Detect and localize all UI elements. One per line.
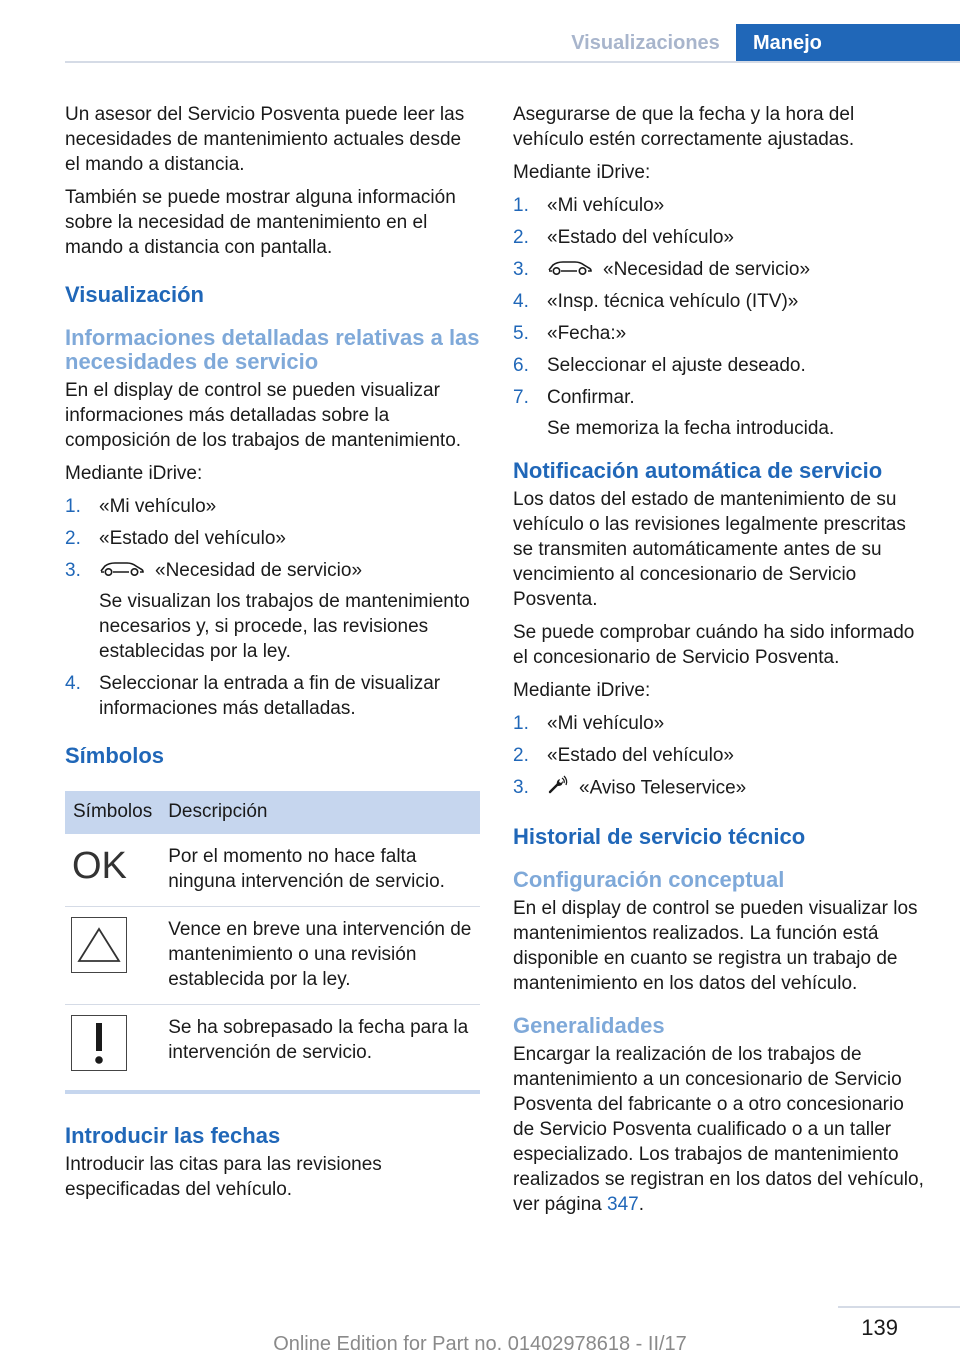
asegurarse-paragraph: Asegurarse de que la fecha y la hora del vehículo estén correctamente ajustadas.: [513, 104, 855, 150]
header-rule: [65, 61, 960, 63]
list-item: [65, 526, 480, 551]
heading-visualizacion: Visualización: [65, 282, 204, 307]
warning-triangle-icon: [65, 907, 160, 1005]
edition-footer: Online Edition for Part no. 01402978618 - II/17: [273, 1333, 687, 1355]
step-number: 2.: [65, 528, 81, 549]
table-cell: Vence en breve una intervención de mantenimiento o una revisión establecida por la ley.: [160, 907, 480, 1005]
column-header-symbols: Símbolos: [65, 791, 160, 834]
step-number: 2.: [513, 227, 529, 248]
step-number: 2.: [513, 745, 529, 767]
step-text: «Necesidad de servicio»: [603, 259, 811, 280]
table-cell: Por el momento no hace falta ninguna intervención de servicio.: [160, 834, 480, 907]
step-number: 3.: [513, 777, 529, 799]
notificacion-paragraph-1: Los datos del estado de mantenimiento de su vehículo o las revisiones legalmente prescritas se transmiten automáticamente antes de su vencimiento al concesionario de Servicio Posventa.: [513, 489, 906, 611]
list-item: [513, 289, 928, 314]
left-column: [65, 102, 480, 1210]
list-item: [513, 743, 928, 768]
list-item: [513, 257, 928, 282]
notificacion-paragraph-2: Se puede comprobar cuándo ha sido informado el concesionario de Servicio Posventa.: [513, 622, 915, 669]
idrive-label: Mediante iDrive:: [513, 680, 651, 702]
fechas-paragraph: Introducir las citas para las revisiones especificadas del vehículo.: [65, 1154, 382, 1201]
table-header-row: [65, 791, 480, 834]
list-item: [513, 353, 928, 378]
right-column: [513, 102, 928, 1225]
display-paragraph: En el display de control se pueden visualizar informaciones más detalladas sobre la composición de los trabajos de mantenimiento.: [65, 380, 462, 451]
car-wrench-icon: [547, 257, 593, 282]
heading-configuracion: Configuración conceptual: [513, 867, 785, 893]
idrive-label: Mediante iDrive:: [513, 162, 651, 183]
page-reference-link[interactable]: 347: [607, 1194, 639, 1216]
heading-notificacion: Notificación automática de servicio: [513, 458, 883, 484]
step-text: «Mi vehículo»: [547, 713, 665, 735]
heading-simbolos: Símbolos: [65, 743, 165, 769]
teleservice-wrench-icon: [547, 775, 569, 802]
list-item: [513, 775, 928, 802]
step-text: «Necesidad de servicio»: [155, 560, 363, 581]
step-number: 3.: [65, 560, 81, 581]
list-item: [513, 385, 928, 441]
idrive-label: Mediante iDrive:: [65, 463, 203, 484]
page-number: 139: [861, 1315, 898, 1340]
step-subtext: Se visualizan los trabajos de mantenimiento necesarios y, si procede, las revisiones establecidas por la ley.: [99, 591, 470, 663]
heading-informaciones: Informaciones detalladas relativas a las necesidades de servicio: [65, 325, 480, 374]
intro-paragraph-2: También se puede mostrar alguna información sobre la necesidad de mantenimiento en el mando a distancia con pantalla.: [65, 187, 456, 258]
step-text: «Aviso Teleservice»: [579, 778, 747, 799]
right-step-list-2: [513, 711, 928, 802]
step-number: 4.: [65, 673, 81, 695]
list-item: [513, 711, 928, 736]
car-wrench-icon: [99, 558, 145, 583]
header-section-tab: Visualizaciones: [571, 32, 720, 54]
step-number: 1.: [513, 713, 529, 735]
generalidades-paragraph: [513, 1042, 928, 1217]
column-header-description: Descripción: [160, 791, 480, 834]
svg-text:OK: OK: [72, 845, 127, 887]
table-row: [65, 907, 480, 1005]
step-number: 4.: [513, 291, 529, 313]
table-row: [65, 834, 480, 907]
step-text: «Estado del vehículo»: [99, 528, 286, 549]
list-item: [65, 494, 480, 519]
step-text: Seleccionar el ajuste deseado.: [547, 355, 806, 377]
step-text: Seleccionar la entrada a fin de visualizar informaciones más detalladas.: [99, 673, 441, 720]
step-number: 3.: [513, 259, 529, 280]
step-text: «Mi vehículo»: [99, 496, 217, 517]
step-text: «Fecha:»: [547, 323, 627, 345]
step-subtext: Se memoriza la fecha introducida.: [547, 418, 835, 440]
list-item: [513, 225, 928, 250]
step-text: «Estado del vehículo»: [547, 745, 734, 767]
step-text: «Estado del vehículo»: [547, 227, 734, 248]
step-number: 5.: [513, 323, 529, 345]
intro-paragraph-1: Un asesor del Servicio Posventa puede leer las necesidades de mantenimiento actuales desde el mando a distancia.: [65, 104, 465, 175]
right-step-list: [513, 193, 928, 441]
heading-generalidades: Generalidades: [513, 1013, 665, 1039]
list-item: [65, 558, 480, 664]
heading-introducir-fechas: Introducir las fechas: [65, 1123, 281, 1149]
step-text: «Mi vehículo»: [547, 195, 665, 216]
symbols-table: [65, 791, 480, 1094]
list-item: [65, 671, 480, 721]
exclamation-icon: [65, 1005, 160, 1093]
page-number-rule: [838, 1306, 960, 1308]
ok-icon: [65, 834, 160, 907]
heading-historial: Historial de servicio técnico: [513, 824, 806, 850]
step-number: 1.: [513, 195, 529, 216]
step-text: «Insp. técnica vehículo (ITV)»: [547, 291, 799, 313]
step-number: 1.: [65, 496, 81, 517]
step-number: 7.: [513, 387, 529, 409]
left-step-list: [65, 494, 480, 721]
step-text: Confirmar.: [547, 387, 635, 409]
configuracion-paragraph: En el display de control se pueden visualizar los mantenimientos realizados. La función está disponible en cuanto se registra un trabajo de mantenimiento en los datos del vehículo.: [513, 898, 918, 995]
list-item: [513, 321, 928, 346]
list-item: [513, 193, 928, 218]
period: .: [638, 1194, 644, 1216]
step-number: 6.: [513, 355, 529, 377]
generalidades-text: Encargar la realización de los trabajos de mantenimiento a un concesionario de Servicio Posventa del fabricante o a otro concesionario de Servicio Posventa cualificado o a un taller especializado. Los trabajos de mantenimiento realizados se registran en los datos del vehículo, ver página: [513, 1044, 924, 1216]
header-chapter-tab: Manejo: [736, 24, 960, 62]
table-row: [65, 1005, 480, 1093]
table-cell: Se ha sobrepasado la fecha para la intervención de servicio.: [160, 1005, 480, 1093]
